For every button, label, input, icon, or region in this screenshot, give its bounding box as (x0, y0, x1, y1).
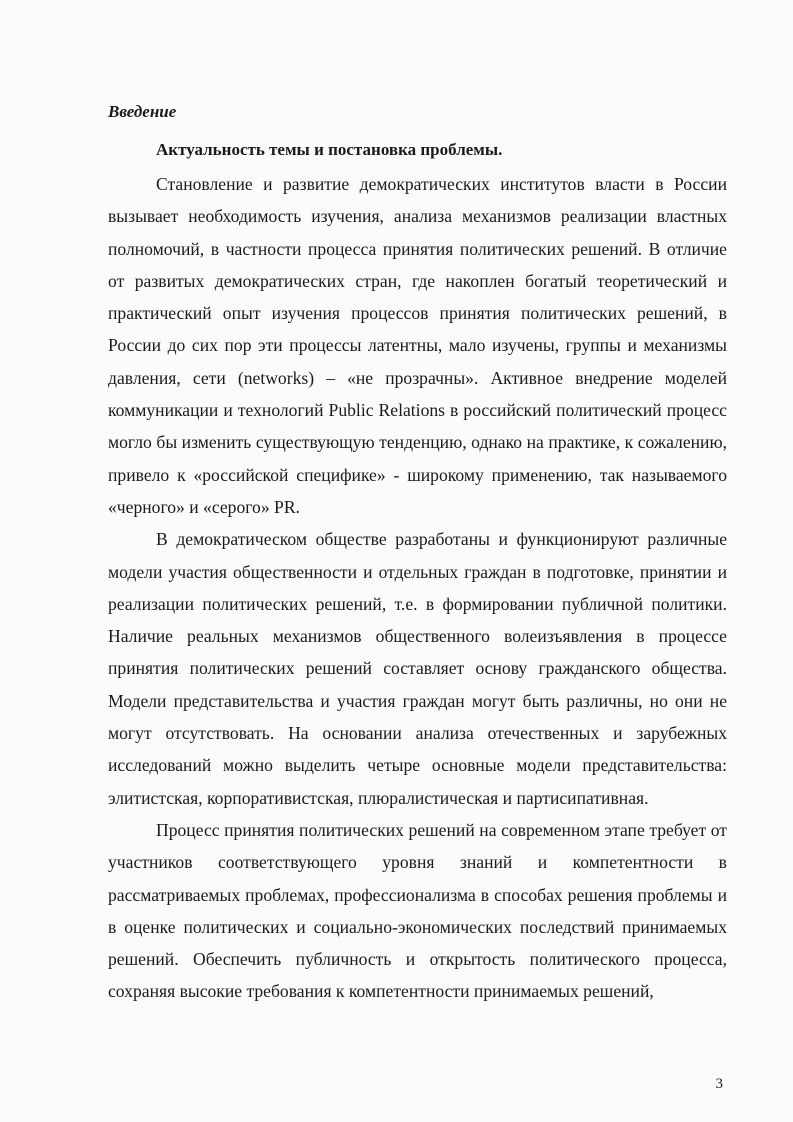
paragraph-1: Становление и развитие демократических институтов власти в России вызывает необходимость изучения, анализа механизмов реализации властных полномочий, в частности процесса принятия политических решений. В отличие от развитых демократических стран, где накоплен богатый теоретический и практический опыт изучения процессов принятия политических решений, в России до сих пор эти процессы латентны, мало изучены, группы и механизмы давления, сети (networks) – «не прозрачны». Активное внедрение моделей коммуникации и технологий Public Relations в российский политический процесс могло бы изменить существующую тенденцию, однако на практике, к сожалению, привело к «российской специфике» - широкому применению, так называемого «черного» и «серого» PR. (108, 174, 727, 517)
section-heading: Введение (108, 102, 177, 121)
page-number: 3 (715, 1076, 723, 1092)
section-subheading: Актуальность темы и постановка проблемы. (156, 140, 503, 159)
paragraph-2: В демократическом обществе разработаны и функционируют различные модели участия общественности и отдельных граждан в подготовке, принятии и реализации политических решений, т.е. в формировании публичной политики. Наличие реальных механизмов общественного волеизъявления в процессе принятия политических решений составляет основу гражданского общества. Модели представительства и участия граждан могут быть различны, но они не могут отсутствовать. На основании анализа отечественных и зарубежных исследований можно выделить четыре основные модели представительства: элитистская, корпоративистская, плюралистическая и партисипативная. (108, 529, 727, 808)
body-text (108, 168, 727, 1008)
paragraph-3: Процесс принятия политических решений на современном этапе требует от участников соответствующего уровня знаний и компетентности в рассматриваемых проблемах, профессионализма в способах решения проблемы и в оценке политических и социально-экономических последствий принимаемых решений. Обеспечить публичность и открытость политического процесса, сохраняя высокие требования к компетентности принимаемых решений, (108, 819, 727, 1002)
